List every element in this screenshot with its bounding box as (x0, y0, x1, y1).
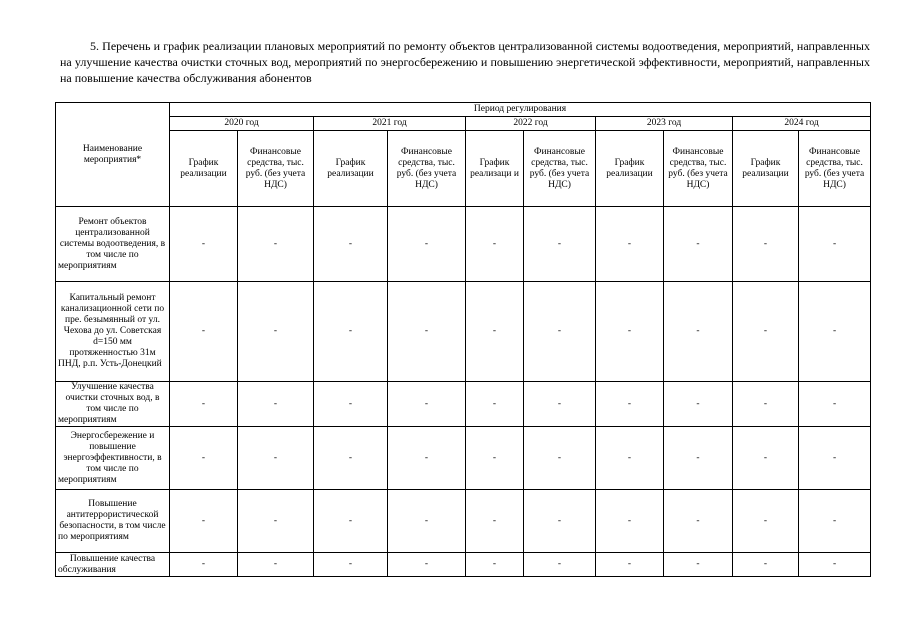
row-name: Капитальный ремонт канализационной сети по пре. безымянный от ул. Чехова до ул. Советская d=150 мм протяженностью 31м ПНД, р.п. Усть-Донецкий (56, 282, 170, 382)
table-cell: - (799, 553, 871, 577)
row-name: Ремонт объектов централизованной системы водоотведения, в том числе по мероприятиям (56, 207, 170, 282)
table-cell: - (238, 282, 314, 382)
table-cell: - (664, 282, 733, 382)
table-cell: - (388, 427, 466, 490)
table-cell: - (170, 553, 238, 577)
table-cell: - (733, 382, 799, 427)
section-heading: 5. Перечень и график реализации плановых мероприятий по ремонту объектов централизованной системы водоотведения, мероприятий, направленных на улучшение качества очистки сточных вод, мероприятий по энергосбережению и повышению энергетической эффективности, мероприятий, направленных на повышение качества обслуживания абонентов (60, 39, 870, 85)
finance-header-2021: Финансовые средства, тыс. руб. (без учета НДС) (388, 131, 466, 207)
table-cell: - (170, 382, 238, 427)
year-header-2024: 2024 год (733, 117, 871, 131)
table-row (56, 490, 871, 553)
year-header-2023: 2023 год (596, 117, 733, 131)
period-header: Период регулирования (170, 103, 871, 117)
table-cell: - (170, 490, 238, 553)
table-cell: - (388, 553, 466, 577)
table-cell: - (314, 553, 388, 577)
table-cell: - (238, 427, 314, 490)
table-cell: - (664, 553, 733, 577)
table-cell: - (664, 382, 733, 427)
table-cell: - (314, 427, 388, 490)
table-cell: - (524, 282, 596, 382)
table-cell: - (733, 282, 799, 382)
table-cell: - (238, 207, 314, 282)
table-cell: - (799, 207, 871, 282)
table-row (56, 207, 871, 282)
table-cell: - (596, 207, 664, 282)
table-cell: - (799, 490, 871, 553)
table-cell: - (799, 382, 871, 427)
schedule-header-2022: График реализаци и (466, 131, 524, 207)
table-cell: - (733, 207, 799, 282)
row-name: Улучшение качества очистки сточных вод, в том числе по мероприятиям (56, 382, 170, 427)
row-name: Повышение антитеррористической безопасности, в том числе по мероприятиям (56, 490, 170, 553)
table-cell: - (664, 490, 733, 553)
year-header-2021: 2021 год (314, 117, 466, 131)
table-cell: - (596, 490, 664, 553)
table-row (56, 553, 871, 577)
table-cell: - (314, 382, 388, 427)
table-cell: - (466, 282, 524, 382)
table-cell: - (466, 207, 524, 282)
table-cell: - (388, 282, 466, 382)
table-cell: - (664, 207, 733, 282)
schedule-header-2023: График реализации (596, 131, 664, 207)
table-cell: - (466, 427, 524, 490)
table-cell: - (238, 490, 314, 553)
table-cell: - (664, 427, 733, 490)
table-cell: - (170, 427, 238, 490)
table-cell: - (314, 282, 388, 382)
table-cell: - (596, 427, 664, 490)
table-cell: - (388, 207, 466, 282)
table-cell: - (238, 382, 314, 427)
table-cell: - (596, 553, 664, 577)
schedule-header-2024: График реализации (733, 131, 799, 207)
table-cell: - (170, 282, 238, 382)
finance-header-2020: Финансовые средства, тыс. руб. (без учета НДС) (238, 131, 314, 207)
table-cell: - (314, 490, 388, 553)
table-row (56, 382, 871, 427)
year-header-2020: 2020 год (170, 117, 314, 131)
measures-table (55, 102, 871, 577)
table-cell: - (388, 490, 466, 553)
finance-header-2022: Финансовые средства, тыс. руб. (без учета НДС) (524, 131, 596, 207)
table-cell: - (388, 382, 466, 427)
year-header-2022: 2022 год (466, 117, 596, 131)
table-cell: - (799, 282, 871, 382)
table-cell: - (524, 553, 596, 577)
row-name: Повышение качества обслуживания (56, 553, 170, 577)
row-name: Энергосбережение и повышение энергоэффективности, в том числе по мероприятиям (56, 427, 170, 490)
finance-header-2024: Финансовые средства, тыс. руб. (без учета НДС) (799, 131, 871, 207)
table-cell: - (799, 427, 871, 490)
table-cell: - (733, 553, 799, 577)
schedule-header-2020: График реализации (170, 131, 238, 207)
table-cell: - (314, 207, 388, 282)
name-column-header: Наименование мероприятия* (56, 103, 170, 207)
table-cell: - (466, 382, 524, 427)
table-row (56, 427, 871, 490)
table-cell: - (170, 207, 238, 282)
table-cell: - (524, 427, 596, 490)
schedule-header-2021: График реализации (314, 131, 388, 207)
table-cell: - (466, 490, 524, 553)
table-cell: - (524, 382, 596, 427)
table-cell: - (524, 490, 596, 553)
table-cell: - (596, 282, 664, 382)
table-cell: - (524, 207, 596, 282)
table-cell: - (466, 553, 524, 577)
finance-header-2023: Финансовые средства, тыс. руб. (без учета НДС) (664, 131, 733, 207)
table-cell: - (733, 490, 799, 553)
table-cell: - (733, 427, 799, 490)
table-cell: - (596, 382, 664, 427)
table-cell: - (238, 553, 314, 577)
table-row (56, 282, 871, 382)
